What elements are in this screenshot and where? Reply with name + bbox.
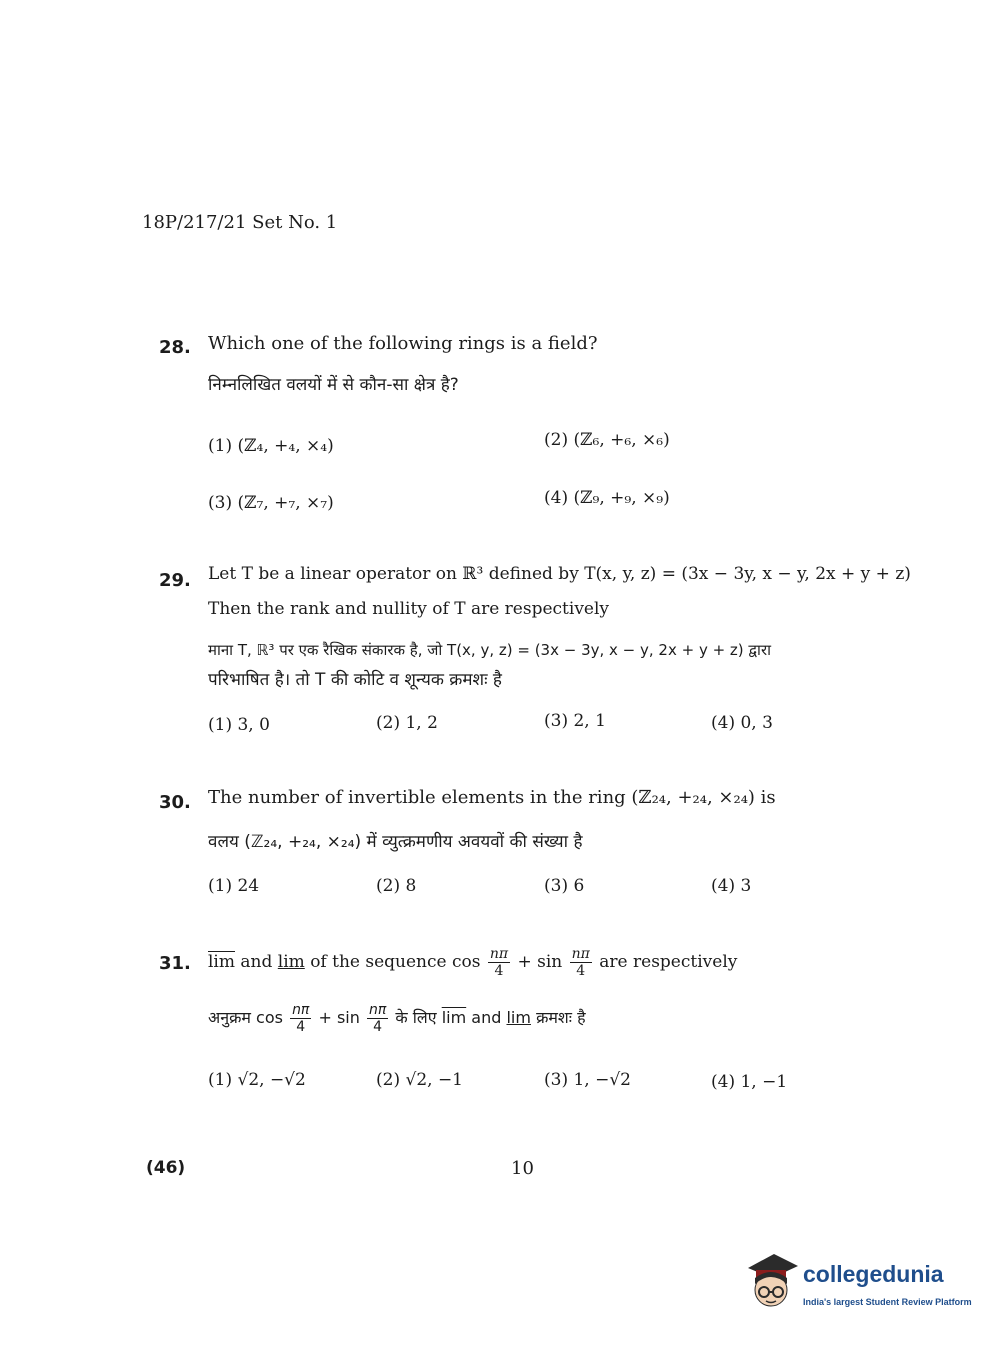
fraction-denominator: 4: [296, 1019, 306, 1035]
mascot-icon: [742, 1252, 800, 1310]
fraction-numerator: nπ: [489, 946, 509, 962]
question-31-option-4: (4) 1, −1: [711, 1072, 788, 1092]
question-29-number: 29.: [159, 570, 191, 591]
question-29-english-line-1: Let T be a linear operator on ℝ³ defined by T(x, y, z) = (3x − 3y, x − y, 2x + y + z): [208, 564, 911, 584]
fraction-numerator: nπ: [292, 1002, 310, 1018]
question-29-option-3: (3) 2, 1: [544, 711, 606, 731]
question-28-hindi: निम्नलिखित वलयों में से कौन-सा क्षेत्र है?: [208, 375, 459, 395]
question-30-option-2: (2) 8: [376, 876, 417, 896]
hindi-sequence-text: अनुक्रम cos: [208, 1008, 283, 1027]
and-text: and: [240, 952, 273, 972]
question-30-number: 30.: [159, 792, 191, 813]
fraction-denominator: 4: [373, 1019, 383, 1035]
question-31-option-1: (1) √2, −√2: [208, 1070, 306, 1090]
question-31-option-2: (2) √2, −1: [376, 1070, 464, 1090]
question-28-option-3: (3) (ℤ₇, +₇, ×₇): [208, 493, 334, 513]
fraction-npi-4: [290, 1002, 311, 1035]
fraction-npi-4: [367, 1002, 388, 1035]
lim-inf: lim: [277, 952, 305, 972]
question-30-hindi: वलय (ℤ₂₄, +₂₄, ×₂₄) में व्युत्क्रमणीय अवयवों की संख्या है: [208, 832, 583, 852]
question-29-hindi-line-2: परिभाषित है। तो T की कोटि व शून्यक क्रमशः है: [208, 670, 502, 690]
lim-inf: lim: [506, 1008, 531, 1027]
hindi-for-text: के लिए: [395, 1008, 437, 1027]
question-28-option-1: (1) (ℤ₄, +₄, ×₄): [208, 436, 334, 456]
sequence-text: of the sequence cos: [310, 952, 481, 972]
fraction-npi-4: [570, 946, 592, 979]
brand-tagline: India's largest Student Review Platform: [803, 1297, 972, 1307]
question-29-hindi-line-1: माना T, ℝ³ पर एक रैखिक संकारक है, जो T(x, y, z) = (3x − 3y, x − y, 2x + y + z) द्वारा: [208, 641, 771, 659]
lim-sup: $\overline{lim}$: [441, 1008, 467, 1027]
question-30-option-4: (4) 3: [711, 876, 752, 896]
question-31-option-3: (3) 1, −√2: [544, 1070, 632, 1090]
plus-sin-text: + sin: [517, 952, 563, 972]
question-31-hindi: [208, 998, 586, 1038]
fraction-numerator: nπ: [571, 946, 590, 962]
lim-sup: $\overline{lim}$: [208, 952, 235, 972]
fraction-numerator: nπ: [368, 1002, 387, 1018]
question-30-option-3: (3) 6: [544, 876, 585, 896]
fraction-npi-4: [488, 946, 510, 979]
question-28-english: Which one of the following rings is a field?: [208, 333, 598, 354]
question-29-english-line-2: Then the rank and nullity of T are respectively: [208, 599, 610, 619]
question-30-option-1: (1) 24: [208, 876, 260, 896]
and-text: and: [471, 1008, 502, 1027]
question-31-english: [208, 942, 737, 982]
question-31-number: 31.: [159, 953, 191, 974]
respectively-text: are respectively: [599, 952, 738, 972]
booklet-code: (46): [146, 1158, 186, 1178]
question-28-number: 28.: [159, 337, 191, 358]
fraction-denominator: 4: [494, 963, 504, 979]
plus-sin-text: + sin: [318, 1008, 360, 1027]
fraction-denominator: 4: [576, 963, 586, 979]
question-29-option-1: (1) 3, 0: [208, 715, 270, 735]
question-30-english: The number of invertible elements in the ring (ℤ₂₄, +₂₄, ×₂₄) is: [208, 787, 776, 808]
question-29-option-2: (2) 1, 2: [376, 713, 438, 733]
paper-code: 18P/217/21 Set No. 1: [142, 212, 338, 233]
hindi-respectively-text: क्रमशः है: [536, 1008, 586, 1027]
page-number: 10: [511, 1158, 534, 1179]
question-28-option-2: (2) (ℤ₆, +₆, ×₆): [544, 430, 670, 450]
question-28-option-4: (4) (ℤ₉, +₉, ×₉): [544, 488, 670, 508]
brand-name: collegedunia: [803, 1261, 944, 1287]
question-29-option-4: (4) 0, 3: [711, 713, 773, 733]
